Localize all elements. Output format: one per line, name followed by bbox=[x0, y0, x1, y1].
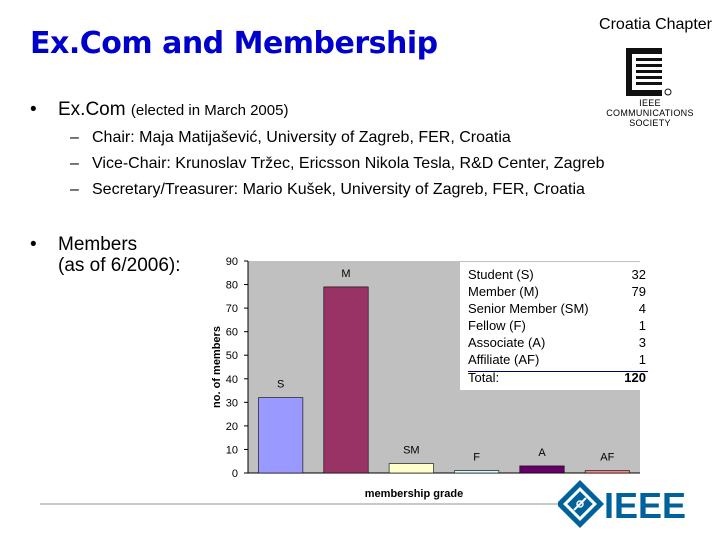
excom-label: Ex.Com bbox=[58, 99, 126, 120]
y-tick-label: 30 bbox=[225, 397, 238, 410]
bar-sm bbox=[389, 464, 433, 473]
table-row bbox=[468, 300, 646, 317]
bar-af bbox=[585, 471, 629, 473]
table-row-value: 32 bbox=[631, 267, 646, 282]
bar-a bbox=[520, 466, 564, 473]
members-date: (as of 6/2006): bbox=[58, 255, 181, 276]
table-row-label: Affiliate (AF) bbox=[468, 352, 540, 367]
bar-m bbox=[324, 287, 368, 473]
table-row bbox=[468, 266, 646, 283]
table-row-value: 3 bbox=[638, 335, 646, 350]
table-row-label: Student (S) bbox=[468, 267, 534, 282]
table-row-value: 1 bbox=[638, 352, 646, 367]
members-label: Members bbox=[58, 234, 138, 255]
excom-item-chair: – Chair: Maja Matijašević, University of Zagreb, FER, Croatia bbox=[70, 129, 511, 146]
bar-label: AF bbox=[600, 451, 615, 464]
y-tick-label: 0 bbox=[231, 468, 238, 480]
table-row-label: Fellow (F) bbox=[468, 318, 526, 333]
bar-s bbox=[258, 398, 302, 473]
membership-table bbox=[460, 262, 652, 390]
excom-note: (elected in March 2005) bbox=[130, 102, 289, 119]
y-tick-label: 10 bbox=[225, 444, 238, 457]
y-tick-label: 40 bbox=[225, 373, 238, 386]
excom-bullet: • Ex.Com (elected in March 2005) bbox=[30, 99, 289, 120]
table-total-value: 120 bbox=[624, 370, 646, 385]
y-tick-label: 50 bbox=[225, 350, 238, 363]
y-tick-label: 20 bbox=[225, 420, 238, 433]
ieee-logo-text: IEEE bbox=[604, 485, 687, 526]
table-row-label: Member (M) bbox=[468, 284, 539, 299]
y-axis-label: no. of members bbox=[211, 326, 223, 408]
footer-divider bbox=[40, 503, 560, 505]
chapter-label: Croatia Chapter bbox=[599, 16, 712, 33]
table-row-label: Associate (A) bbox=[468, 335, 546, 350]
ieee-logo-icon bbox=[558, 476, 698, 532]
bar-label: A bbox=[538, 446, 546, 459]
excom-item-secretary: – Secretary/Treasurer: Mario Kušek, University of Zagreb, FER, Croatia bbox=[70, 181, 585, 198]
page-title: Ex.Com and Membership bbox=[30, 26, 438, 61]
members-bullet: • Members (as of 6/2006): bbox=[30, 234, 181, 276]
table-total-label: Total: bbox=[468, 370, 500, 385]
bar-label: S bbox=[276, 378, 285, 391]
table-row bbox=[468, 334, 646, 351]
y-tick-label: 70 bbox=[225, 303, 238, 316]
table-row-value: 4 bbox=[638, 301, 646, 316]
y-tick-label: 90 bbox=[225, 256, 238, 268]
y-tick-label: 80 bbox=[225, 279, 238, 292]
table-row-value: 1 bbox=[638, 318, 646, 333]
bar-label: SM bbox=[403, 444, 420, 457]
comsoc-line-2: COMMUNICATIONS bbox=[606, 108, 694, 118]
table-total-row bbox=[468, 369, 646, 386]
y-tick-label: 60 bbox=[225, 326, 238, 339]
bar-label: F bbox=[473, 451, 481, 464]
table-row-value: 79 bbox=[631, 284, 646, 299]
table-row bbox=[468, 317, 646, 334]
comsoc-line-3: SOCIETY bbox=[629, 118, 671, 128]
table-row bbox=[468, 351, 646, 368]
excom-item-vice-chair: – Vice-Chair: Krunoslav Tržec, Ericsson Nikola Tesla, R&D Center, Zagreb bbox=[70, 155, 605, 172]
comsoc-wordmark bbox=[600, 98, 700, 128]
comsoc-line-1: IEEE bbox=[639, 98, 661, 108]
bar-label: M bbox=[341, 267, 351, 280]
bar-f bbox=[454, 471, 498, 473]
table-row-label: Senior Member (SM) bbox=[468, 301, 589, 316]
x-axis-label: membership grade bbox=[364, 488, 464, 500]
table-row bbox=[468, 283, 646, 300]
